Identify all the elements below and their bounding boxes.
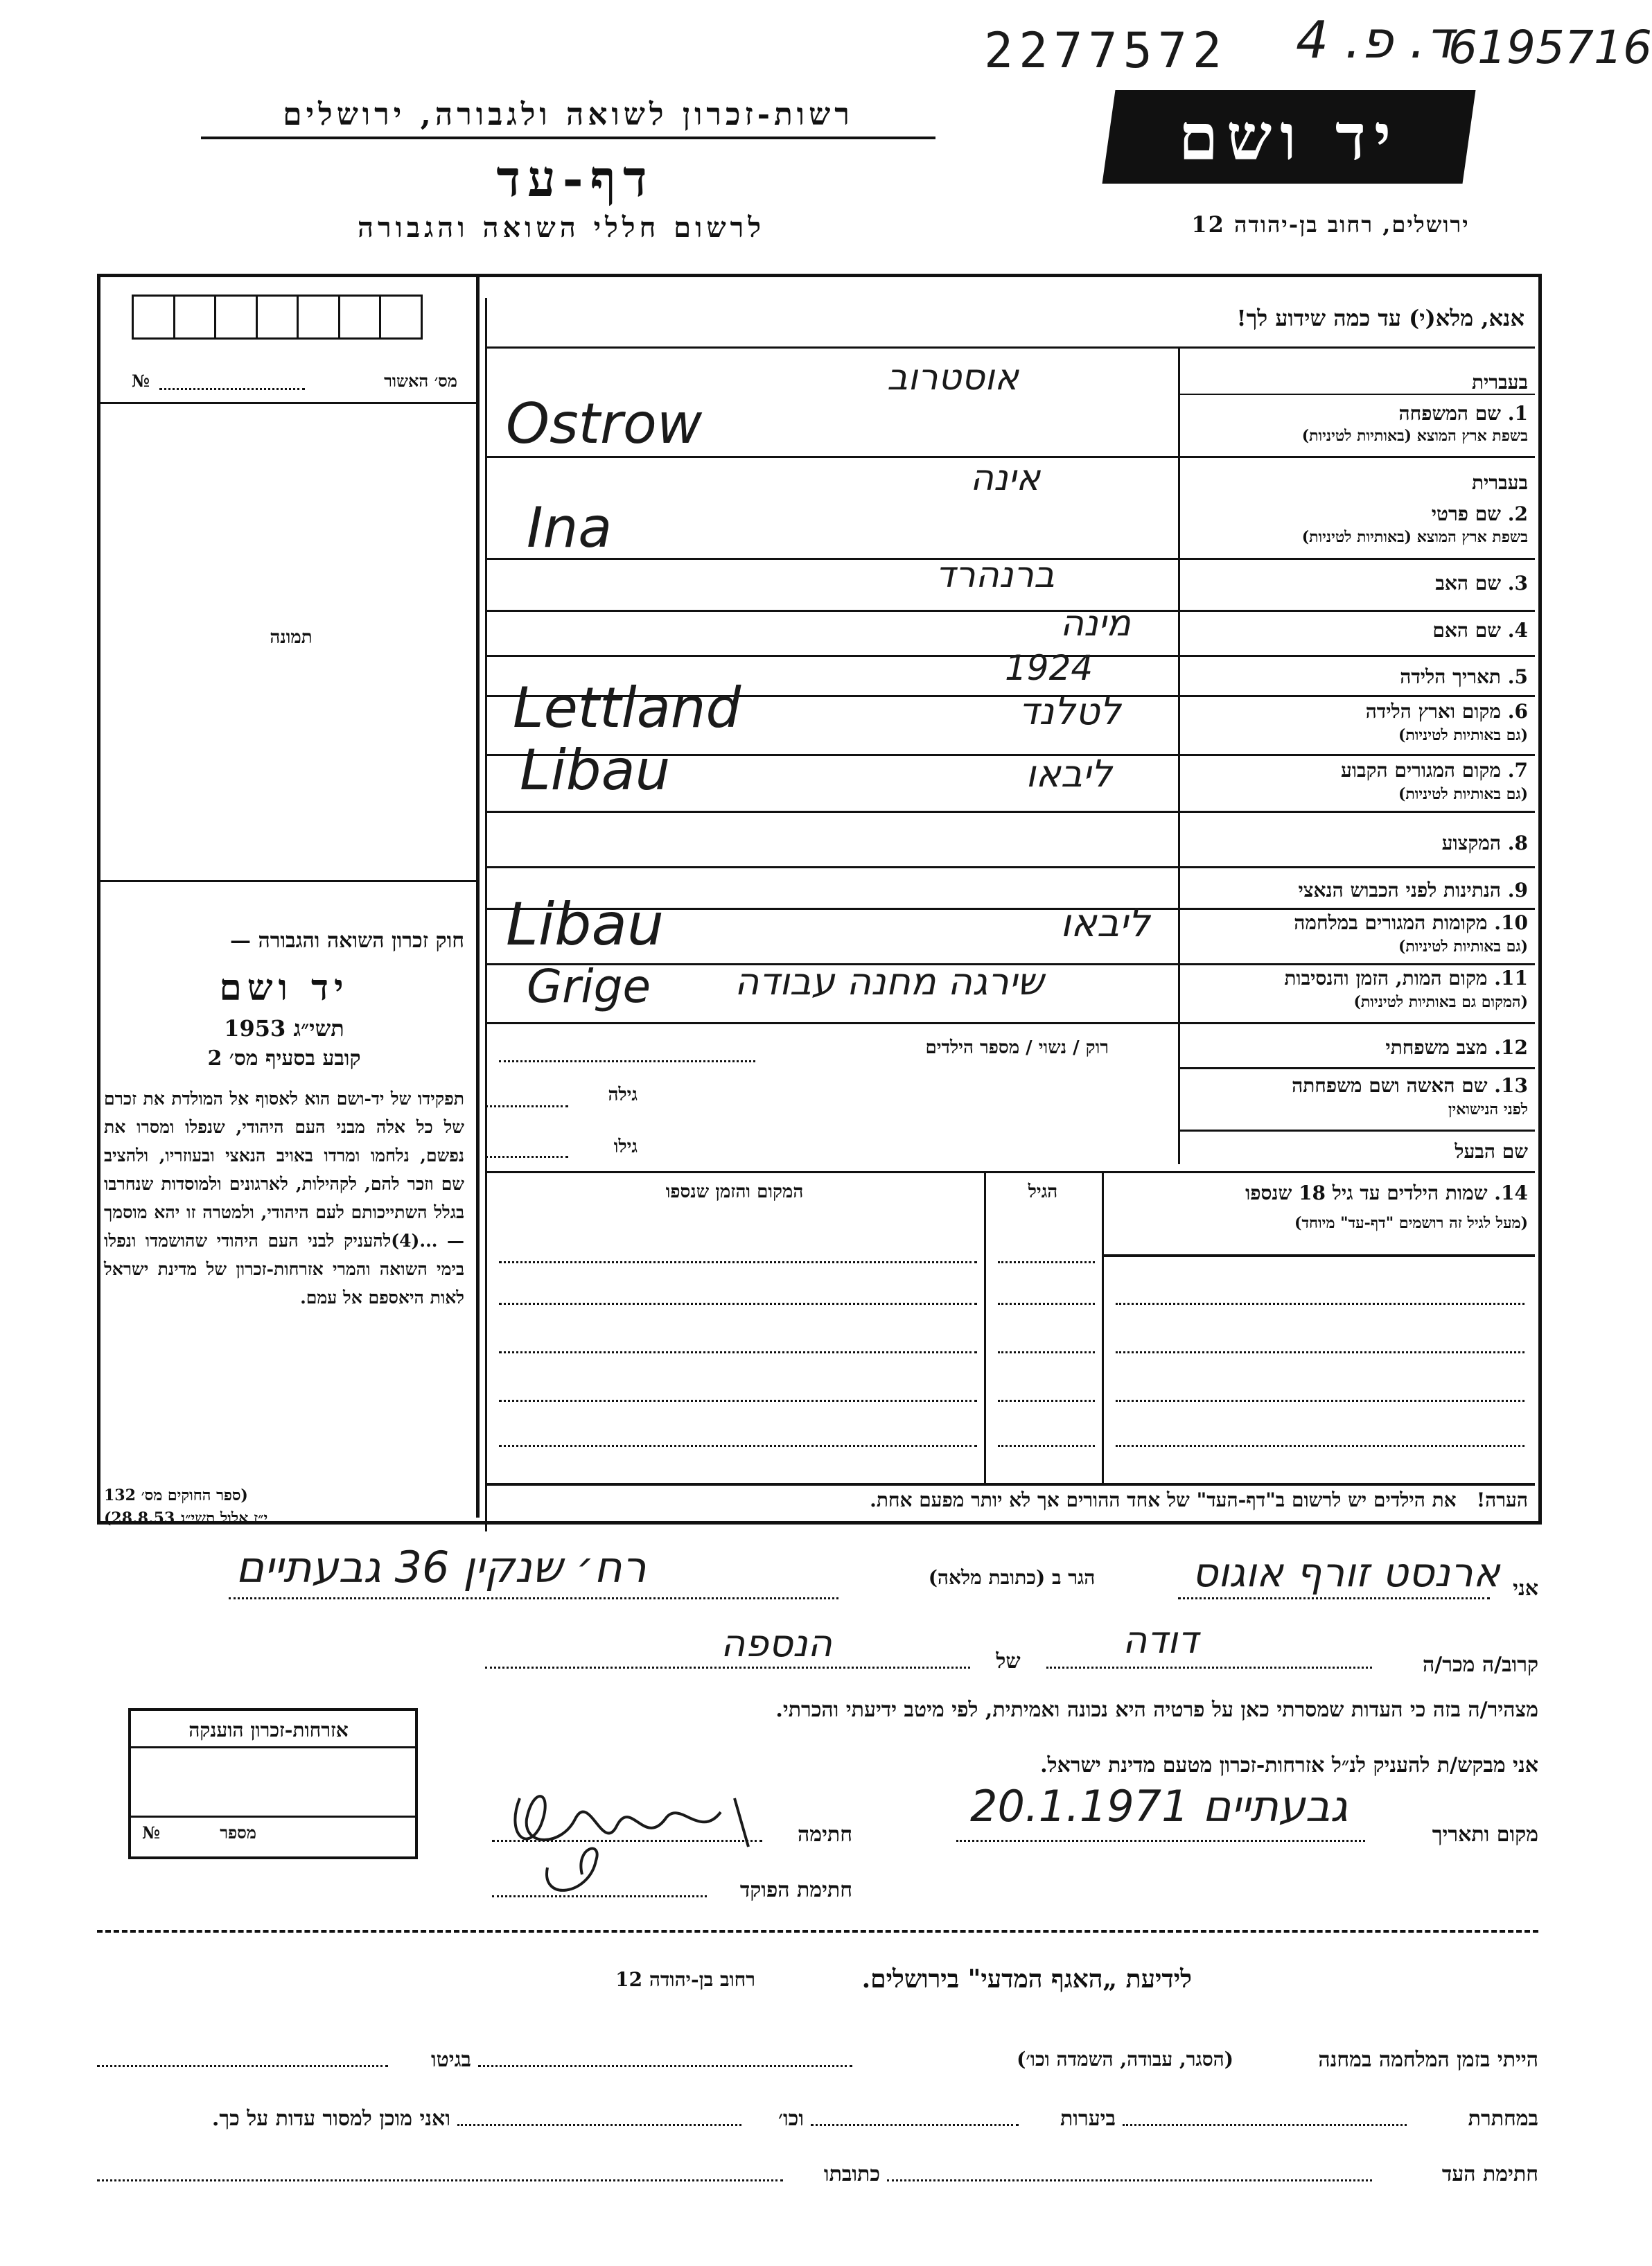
- bottom-line3-witness-sig: חתימת העד: [1441, 2162, 1538, 2186]
- children-bottom-divider: [485, 1483, 1535, 1486]
- field-marital-status-label: 12. מצב משפחתי: [1385, 1036, 1528, 1059]
- forests-line[interactable]: [811, 2124, 1019, 2126]
- law-title: חוק זכרון השואה והגבורה —: [230, 929, 464, 953]
- declaration-relative: קרוב/ה מכר/ה: [1423, 1653, 1538, 1677]
- field-children-label: 14. שמות הילדים עד גיל 18 שנספו: [1245, 1182, 1528, 1204]
- row-divider-8: [485, 866, 1535, 868]
- field-death-place-label: 11. מקום המות, הזמן והנסיבות: [1284, 967, 1528, 990]
- lang-hebrew-1: בעברית: [1471, 371, 1528, 394]
- camp-line[interactable]: [478, 2065, 852, 2067]
- field-father-name-label: 3. שם האב: [1435, 572, 1528, 595]
- war-residence-hebrew-value[interactable]: ליבאו: [1060, 901, 1150, 946]
- reference-handwritten-2: 6195716: [1448, 21, 1652, 74]
- field-residence-label: 7. מקום המגורים הקבוע: [1341, 759, 1528, 782]
- declarant-name-line[interactable]: [1178, 1597, 1490, 1599]
- row-divider-12: [1178, 1067, 1535, 1069]
- left-column-divider-inner: [485, 298, 487, 1531]
- field-birth-date-label: 5. תאריך הלידה: [1400, 665, 1528, 688]
- place-date-value[interactable]: גבעתיים 20.1.1971: [970, 1781, 1348, 1832]
- field-birth-place-label: 6. מקום וארץ הלידה: [1365, 700, 1528, 723]
- lang-hebrew-2: בעברית: [1471, 471, 1528, 494]
- approval-number-boxes: [132, 295, 423, 340]
- residence-hebrew-value[interactable]: ליבאו: [1026, 752, 1112, 796]
- serial-number: 2277572: [984, 22, 1228, 79]
- note-line: הערה! את הילדים יש לרשום ב"דף-העד" של אחד ההורים אך לא יותר מפעם אחת.: [870, 1488, 1528, 1511]
- children-row-line[interactable]: [998, 1351, 1095, 1353]
- citizenship-box-divider: [128, 1746, 418, 1748]
- citizenship-box-divider-2: [128, 1816, 418, 1818]
- marital-status-options[interactable]: רוק / נשוי / מספר הילדים: [925, 1037, 1109, 1058]
- field-family-name-label: 1. שם המשפחה: [1398, 402, 1528, 425]
- children-col-divider-2: [984, 1171, 986, 1483]
- children-row-line[interactable]: [998, 1303, 1095, 1305]
- children-place-header: המקום והזמן שנספו: [665, 1182, 804, 1202]
- children-row-line[interactable]: [998, 1400, 1095, 1402]
- divider: [1178, 394, 1535, 395]
- field-wife-name-label: 13. שם האשה ושם משפחתה: [1292, 1074, 1528, 1097]
- field-family-name-sub: בשפת ארץ המוצא (באותיות לטיניות): [1301, 427, 1528, 445]
- witness-signature-line[interactable]: [887, 2179, 1372, 2181]
- row-divider-14: [485, 1171, 1535, 1173]
- form-title: דף-עד: [496, 149, 654, 208]
- row-divider-7: [485, 811, 1535, 813]
- official-signature-label: חתימת הפוקד: [739, 1878, 852, 1902]
- citizenship-box-title: אזרחות-זכרון הוענקה: [188, 1719, 349, 1741]
- bottom-line2-etc: וכו׳: [778, 2107, 804, 2131]
- organization-line: רשות-זכרון לשואה ולגבורה, ירושלים: [201, 97, 935, 139]
- official-signature-line[interactable]: [492, 1895, 707, 1897]
- law-clause: קובע בסעיף מס׳ 2: [207, 1046, 361, 1071]
- father-name-value[interactable]: ברנהרד: [935, 554, 1055, 596]
- bottom-line2-testimony: ואני מוכן למסור עדות על כך.: [211, 2107, 450, 2131]
- bottom-line1-ghetto: בגיטו: [430, 2048, 471, 2072]
- approval-number-line[interactable]: [159, 388, 305, 390]
- declaration-statement: מצהיר/ה בזה כי העדות שמסרתי כאן על פרטיה היא נכונה ואמיתית, לפי מיטב ידיעתי והכרתי.: [775, 1698, 1538, 1722]
- reference-handwritten: ד. פ. 4: [1296, 10, 1454, 70]
- family-name-latin-value[interactable]: Ostrow: [506, 392, 703, 456]
- mother-name-value[interactable]: מינה: [1060, 603, 1131, 644]
- declaration-request: אני מבקש/ת להעניק לנ״ל אזרחות-זכרון מטעם מדינת ישראל.: [1040, 1753, 1538, 1777]
- children-row-line[interactable]: [499, 1351, 977, 1353]
- intro-text: אנא, מלא(י) עד כמה שידוע לך!: [1236, 305, 1524, 331]
- relation-value[interactable]: דודה: [1123, 1618, 1198, 1662]
- bottom-line3-address: כתובתו: [823, 2162, 880, 2186]
- row-divider-3: [485, 610, 1535, 612]
- field-first-name-label: 2. שם פרטי: [1431, 502, 1528, 525]
- citizenship-no-sign: №: [142, 1823, 161, 1843]
- birth-place-latin-value[interactable]: Lettland: [513, 676, 741, 740]
- wife-age-line[interactable]: [485, 1105, 568, 1107]
- signature-line[interactable]: [492, 1840, 762, 1842]
- first-name-hebrew-value[interactable]: אינה: [970, 457, 1041, 499]
- field-mother-name-label: 4. שם האם: [1432, 619, 1528, 642]
- signature-label: חתימה: [798, 1823, 852, 1847]
- deceased-line[interactable]: [485, 1667, 970, 1669]
- declaration-of: של: [996, 1649, 1021, 1674]
- law-name: יד ושם: [219, 967, 349, 1009]
- field-children-sub: (מעל לגיל זה רושמים "דף-עד" מיוחד): [1294, 1214, 1528, 1232]
- etc-line[interactable]: [457, 2124, 741, 2126]
- field-first-name-sub: בשפת ארץ המוצא (באותיות לטיניות): [1301, 528, 1528, 546]
- bottom-line1-types: (הסגר, עבודה, השמדה וכו׳): [1017, 2048, 1233, 2071]
- children-row-line[interactable]: [1116, 1351, 1524, 1353]
- citizenship-number-label: מספר: [220, 1823, 256, 1843]
- field-husband-name-label: שם הבעל: [1455, 1140, 1528, 1163]
- children-row-line[interactable]: [1116, 1445, 1524, 1447]
- photo-divider: [97, 880, 478, 882]
- children-row-line[interactable]: [1116, 1303, 1524, 1305]
- children-row-line[interactable]: [998, 1261, 1095, 1263]
- husband-age-line[interactable]: [485, 1156, 568, 1158]
- field-wife-name-sub: לפני הנישואין: [1448, 1100, 1528, 1118]
- marital-status-line[interactable]: [499, 1060, 755, 1062]
- field-death-place-sub: (המקום גם באותיות לטיניות): [1353, 993, 1528, 1011]
- relation-line[interactable]: [1046, 1667, 1372, 1669]
- children-row-line[interactable]: [499, 1400, 977, 1402]
- death-place-latin-value[interactable]: Grige: [527, 960, 651, 1013]
- field-war-residences-sub: (גם באותיות לטיניות): [1398, 938, 1528, 956]
- law-year: תשי״ג 1953: [224, 1015, 344, 1042]
- place-date-label: מקום ותאריך: [1432, 1823, 1538, 1847]
- left-column-divider: [476, 274, 480, 1518]
- residence-latin-value[interactable]: Libau: [520, 738, 671, 802]
- declarant-address-value[interactable]: רח׳ שנקין 36 גבעתיים: [236, 1542, 647, 1592]
- birth-date-value[interactable]: 1924: [1005, 648, 1093, 688]
- witness-address-line[interactable]: [97, 2179, 783, 2181]
- children-row-line[interactable]: [499, 1261, 977, 1263]
- bottom-notice: לידיעת „האגף המדעי" בירושלים.: [861, 1965, 1192, 1994]
- declarant-address-line[interactable]: [229, 1597, 838, 1599]
- row-divider-11: [485, 1022, 1535, 1024]
- form-subtitle: לרשום חללי השואה והגבורה: [357, 211, 766, 244]
- children-row-line[interactable]: [998, 1445, 1095, 1447]
- children-row-line[interactable]: [499, 1445, 977, 1447]
- intro-divider: [485, 346, 1535, 349]
- field-nationality-label: 9. הנתינות לפני הכבוש הנאצי: [1298, 879, 1528, 902]
- law-reference: (ספר החוקים מס׳ 132: [104, 1486, 248, 1504]
- children-row-line[interactable]: [499, 1303, 977, 1305]
- field-profession-label: 8. המקצוע: [1441, 832, 1528, 854]
- deceased-value[interactable]: הנספה: [721, 1622, 832, 1665]
- place-date-line[interactable]: [956, 1840, 1365, 1842]
- birth-place-hebrew-value[interactable]: לטלנד: [1019, 690, 1121, 733]
- logo: [1102, 90, 1476, 184]
- approval-number-label: מס׳ האשור: [384, 371, 457, 391]
- war-residence-latin-value[interactable]: Libau: [506, 890, 665, 958]
- first-name-latin-value[interactable]: Ina: [527, 495, 613, 560]
- children-col-divider-1: [1102, 1171, 1104, 1483]
- bottom-divider: [97, 1930, 1538, 1933]
- law-reference-2: י״ז אלול תשי״ג 28.8.53): [104, 1509, 268, 1527]
- bottom-line2-underground: במחתרת: [1468, 2107, 1538, 2131]
- approval-no-sign: №: [132, 371, 150, 391]
- bottom-line1-camp: הייתי בזמן המלחמה במחנה: [1318, 2048, 1538, 2072]
- children-header-divider: [1102, 1254, 1535, 1257]
- husband-age-label: גילו: [613, 1136, 638, 1157]
- children-age-header: הגיל: [1028, 1182, 1058, 1202]
- field-war-residences-label: 10. מקומות המגורים במלחמה: [1294, 911, 1528, 934]
- row-divider-13: [1178, 1130, 1535, 1132]
- field-birth-place-sub: (גם באותיות לטיניות): [1398, 726, 1528, 744]
- family-name-hebrew-value[interactable]: אוסטרוב: [887, 357, 1019, 398]
- declarant-name-value[interactable]: ארנסט זורף אוגוס: [1192, 1549, 1500, 1596]
- declaration-i: אני: [1513, 1576, 1538, 1601]
- logo-text: יד ושם: [1178, 99, 1400, 175]
- death-place-hebrew-value[interactable]: שירגה מחנה עבודה: [735, 960, 1044, 1003]
- underground-line[interactable]: [1123, 2124, 1407, 2126]
- declaration-resides: הגר ב (כתובת מלאה): [928, 1566, 1096, 1589]
- bottom-line2-forests: ביערות: [1060, 2107, 1116, 2131]
- approval-divider: [97, 402, 478, 404]
- law-text: תפקידו של יד-ושם הוא לאסוף אל המולדת את זכרם של כל אלה מבני העם היהודי, שנפלו ומסרו את נפשם, נלחמו ומרדו באויב הנאצי ובעוזריו, ולהציב שם וזכר להם, לקהילות, לארגונים ולמוסדות שנחרבו בגלל השתייכותם לעם היהודי, ולמטרה זו יהא מוסמך — ...(4)להעניק לבני העם היהודי שהושמדו ונפלו בימי השואה והמרי אזרחות-זכרון של מדינת ישראל לאות היאספם אל עמם.: [104, 1089, 464, 1308]
- header-address: ירושלים, רחוב בן-יהודה 12: [1191, 211, 1470, 238]
- bottom-address: רחוב בן-יהודה 12: [615, 1968, 755, 1991]
- ghetto-line[interactable]: [97, 2065, 388, 2067]
- wife-age-label: גילה: [608, 1084, 638, 1105]
- field-residence-sub: (גם באותיות לטיניות): [1398, 785, 1528, 803]
- children-row-line[interactable]: [1116, 1400, 1524, 1402]
- photo-label: תמונה: [270, 627, 313, 648]
